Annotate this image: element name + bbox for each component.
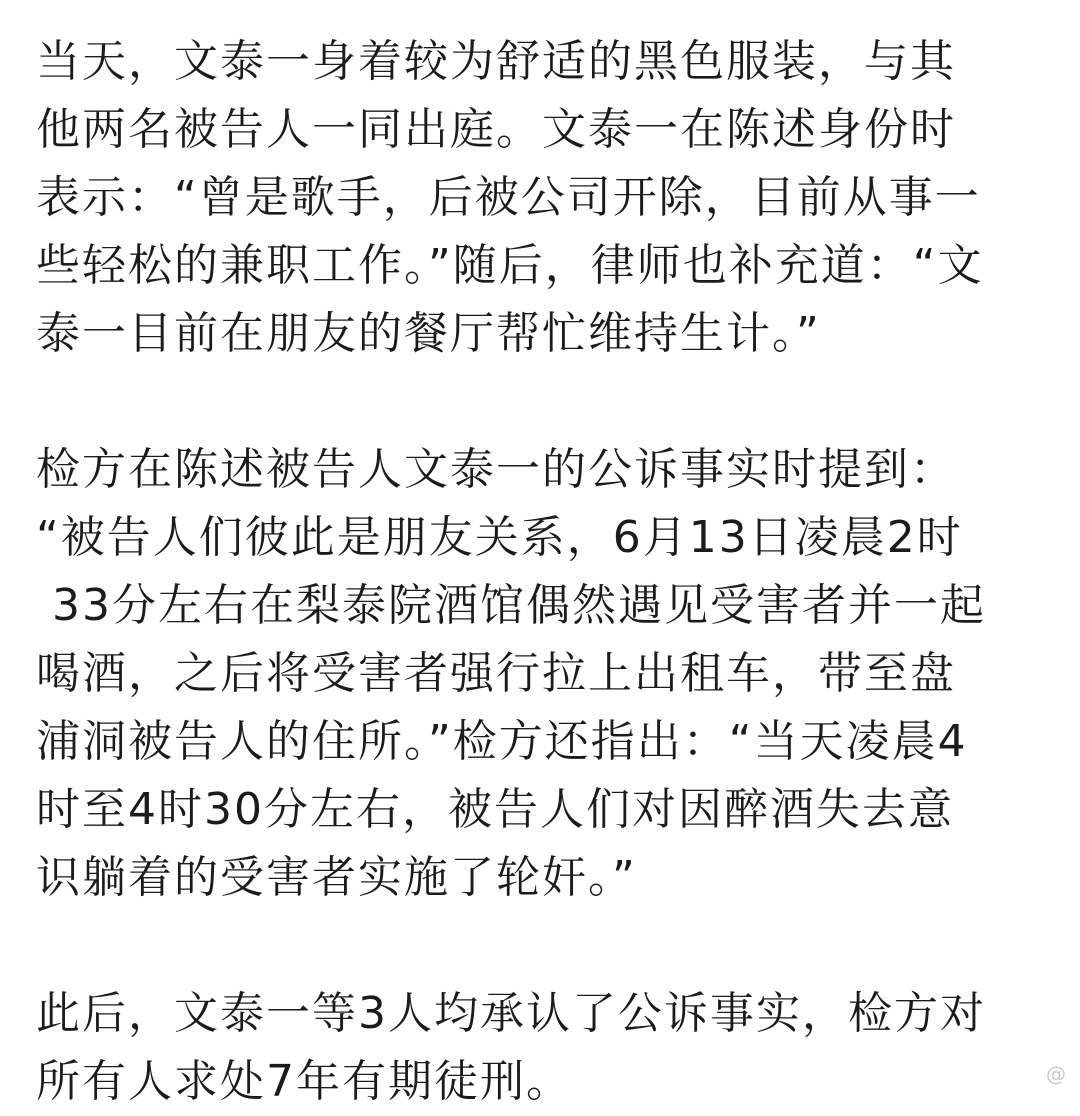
text-line: “被告人们彼此是朋友关系，6月13日凌晨2时 bbox=[36, 512, 963, 563]
text-line: 时至4时30分左右，被告人们对因醉酒失去意 bbox=[36, 784, 954, 835]
paragraph-spacer bbox=[36, 368, 1046, 436]
text-line: 当天，文泰一身着较为舒适的黑色服装，与其 bbox=[36, 36, 956, 87]
article-body bbox=[36, 28, 1046, 1116]
text-line: 喝酒，之后将受害者强行拉上出租车，带至盘 bbox=[36, 648, 956, 699]
paragraph-sentencing-request bbox=[36, 980, 1046, 1116]
text-line: 识躺着的受害者实施了轮奸。” bbox=[36, 852, 637, 903]
paragraph-spacer bbox=[36, 912, 1046, 980]
text-line: 检方在陈述被告人文泰一的公诉事实时提到： bbox=[36, 444, 956, 495]
text-line: 浦洞被告人的住所。”检方还指出：“当天凌晨4 bbox=[36, 716, 968, 767]
text-line: 些轻松的兼职工作。”随后，律师也补充道：“文 bbox=[36, 240, 984, 291]
text-line: 表示：“曾是歌手，后被公司开除，目前从事一 bbox=[36, 172, 981, 223]
watermark: @ bbox=[1046, 1062, 1066, 1086]
text-line: 此后，文泰一等3人均承认了公诉事实，检方对 bbox=[36, 988, 986, 1039]
text-line: 33分左右在梨泰院酒馆偶然遇见受害者并一起 bbox=[36, 580, 986, 631]
text-line: 所有人求处7年有期徒刑。 bbox=[36, 1056, 572, 1107]
text-line: 泰一目前在朋友的餐厅帮忙维持生计。” bbox=[36, 308, 821, 359]
paragraph-court-appearance bbox=[36, 28, 1046, 368]
text-line: 他两名被告人一同出庭。文泰一在陈述身份时 bbox=[36, 104, 956, 155]
paragraph-prosecution-statement bbox=[36, 436, 1046, 912]
